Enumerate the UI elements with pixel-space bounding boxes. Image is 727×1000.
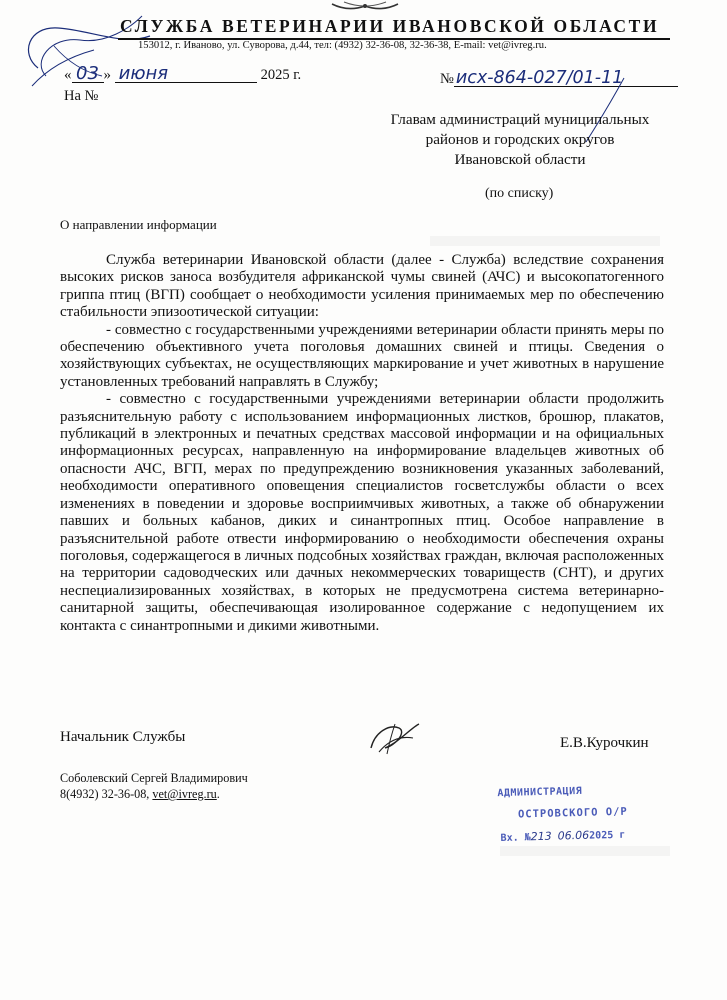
recipient-line: районов и городских округов bbox=[425, 131, 615, 148]
date-day: 03 bbox=[72, 66, 104, 83]
contact-phone: 8(4932) 32-36-08, bbox=[60, 787, 153, 801]
date-month: июня bbox=[115, 66, 257, 83]
recipient-line: Главам администраций муниципальных bbox=[390, 111, 650, 128]
outgoing-number bbox=[440, 70, 678, 88]
signatory-title: Начальник Службы bbox=[60, 729, 186, 745]
date-quote-close: » bbox=[103, 67, 111, 83]
stamp-incoming-number: 213 bbox=[530, 829, 552, 844]
stamp-line-registration bbox=[500, 827, 662, 844]
stamp-incoming-date: 06.06 bbox=[557, 828, 590, 843]
body-paragraph: - совместно с государственными учреждениями ветеринарии области принять меры по обеспечению объективного учета поголовья домашних свиней и птицы. Сведения о хозяйствующих субъектах, не осуществляющих маркирование и учет животных в нарушение установленных требований направлять в Службу; bbox=[60, 321, 664, 390]
scan-artifact bbox=[430, 236, 660, 246]
stamp-line-organization: АДМИНИСТРАЦИЯ bbox=[497, 785, 583, 800]
letter-body bbox=[60, 252, 664, 635]
date-quote-open: « bbox=[64, 67, 72, 83]
letter-subject: О направлении информации bbox=[60, 217, 217, 232]
body-paragraph: Служба ветеринарии Ивановской области (далее - Служба) вследствие сохранения высоких рисков заноса возбудителя африканской чумы свиней (АЧС) и высокопатогенного гриппа птиц (ВГП) сообщает о необходимости усиления принимаемых мер по обеспечению стабильности эпизоотической ситуации: bbox=[60, 252, 664, 321]
date-year: 2025 г. bbox=[260, 67, 302, 83]
recipient-line: Ивановской области bbox=[454, 151, 586, 168]
body-paragraph: - совместно с государственными учреждениями ветеринарии области продолжить разъяснительную работу с использованием информационных листков, брошюр, плакатов, публикаций в электронных и печатных средствах массовой информации и на официальных информационных ресурсах, направленную на информирование владельцев животных об опасности АЧС, ВГП, мерах по предупреждению возникновения указанных заболеваний, необходимости оперативного оповещения специалистов госветслужбы области о всех изменениях в поведении и здоровье восприимчивых животных, а также об обнаружении павших и больных кабанов, диких и синантропных птиц. Особое направление в разъяснительной работе отвести информированию о необходимости обеспечения охраны поголовья, содержащегося в личных подсобных хозяйствах граждан, включая расположенных на территории садоводческих или дачных некоммерческих товариществ (СНТ), и других неспециализированных хозяйствах, в которых не предусмотрена система ветеринарно-санитарной защиты, обеспечивающая изолированное содержание с недопущением их контакта с синантропными и дикими животными. bbox=[60, 391, 664, 634]
outgoing-number-value: исх-864-027/01-11 bbox=[454, 70, 678, 87]
reference-number-label: На № bbox=[64, 88, 99, 104]
stamp-incoming-prefix: Вх. № bbox=[500, 832, 531, 845]
signatory-name: Е.В.Курочкин bbox=[560, 735, 649, 751]
recipient-block bbox=[365, 110, 675, 170]
contact-tail: . bbox=[216, 787, 220, 801]
contact-block bbox=[60, 770, 248, 802]
document-date bbox=[64, 63, 302, 84]
contact-email-link[interactable]: vet@ivreg.ru bbox=[152, 787, 217, 801]
contact-person: Соболевский Сергей Владимирович bbox=[60, 771, 248, 785]
organization-title: СЛУЖБА ВЕТЕРИНАРИИ ИВАНОВСКОЙ ОБЛАСТИ bbox=[120, 16, 660, 36]
signature-icon bbox=[365, 718, 425, 758]
recipient-note: (по списку) bbox=[485, 186, 554, 201]
contact-phone-line bbox=[60, 786, 248, 802]
incoming-stamp bbox=[491, 784, 662, 844]
outgoing-number-label: № bbox=[440, 71, 454, 87]
organization-address: 153012, г. Иваново, ул. Суворова, д.44, тел: (4932) 32-36-08, 32-36-38, E-mail: vet@ivreg.ru. bbox=[138, 40, 547, 51]
scan-artifact bbox=[500, 846, 670, 856]
stamp-incoming-year: 2025 г bbox=[589, 829, 626, 842]
stamp-line-district: ОСТРОВСКОГО О/Р bbox=[517, 805, 628, 821]
emblem-icon bbox=[330, 0, 400, 14]
